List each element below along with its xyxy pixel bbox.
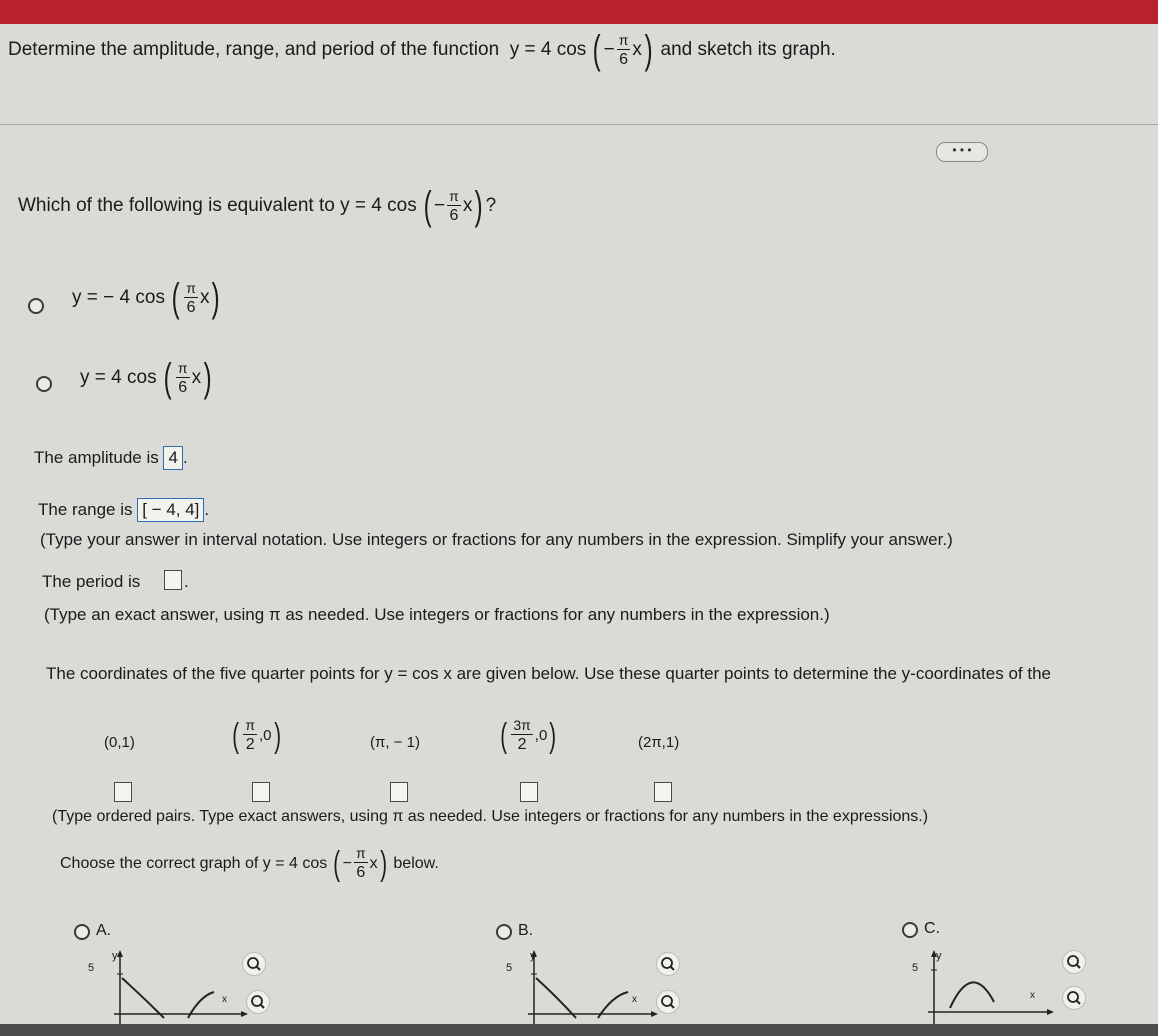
fraction: $\frac{\pi}{6}$ — [618, 31, 629, 68]
graph-c-radio[interactable] — [902, 922, 918, 938]
period-mark: . — [204, 500, 210, 519]
amplitude-label: The amplitude is — [34, 448, 159, 467]
variable: x — [632, 39, 642, 60]
graph-b-x-label: x — [632, 994, 637, 1005]
minus-sign: − — [342, 854, 352, 872]
fraction: $\frac{\pi}{6}$ — [186, 279, 196, 316]
graph-b-radio[interactable] — [496, 924, 512, 940]
divider — [0, 124, 1158, 125]
variable: x — [199, 287, 210, 308]
period-label: The period is — [42, 572, 141, 591]
quarter-points-hint: (Type ordered pairs. Type exact answers, using π as needed. Use integers or fractions for any numbers in the expressions.) — [52, 808, 929, 825]
quarter-point-2: ( $\frac{\pi}{2}$ ,0 ) — [232, 716, 281, 755]
graph-b-y-tick: 5 — [506, 962, 513, 974]
graph-c-thumbnail[interactable] — [910, 948, 1070, 1024]
function-lhs: y = 4 cos — [262, 854, 328, 872]
quarter-points-intro: The coordinates of the five quarter points for y = cos x are given below. Use these quarter points to determine the y-coordinates of the — [46, 664, 1051, 683]
option-1-radio[interactable] — [28, 298, 44, 314]
graph-c-x-label: x — [1030, 990, 1035, 1001]
graph-a-zoom-out-icon[interactable] — [246, 990, 270, 1014]
quarter-point-3-input[interactable] — [390, 782, 408, 802]
fraction: $\frac{3\pi}{2}$ — [513, 717, 531, 753]
fraction: $\frac{\pi}{6}$ — [449, 187, 459, 224]
graph-a-y-label: y — [112, 950, 118, 962]
period-hint: (Type an exact answer, using π as needed. Use integers or fractions for any numbers in the expression.) — [44, 605, 830, 624]
range-line — [38, 498, 209, 522]
range-hint: (Type your answer in interval notation. Use integers or fractions for any numbers in the expression. Simplify your answer.) — [40, 530, 953, 549]
range-label: The range is — [38, 500, 133, 519]
variable: x — [369, 854, 378, 872]
point-rest: ,0 — [259, 727, 272, 744]
graph-b-zoom-out-icon[interactable] — [656, 990, 680, 1014]
option-1[interactable]: y = − 4 cos ( $\frac{\pi}{6}$ x ) — [72, 276, 221, 320]
quarter-point-4: ( $\frac{3\pi}{2}$ ,0 ) — [500, 716, 557, 755]
question-suffix: and sketch its graph. — [660, 39, 836, 60]
prompt-suffix: ? — [485, 195, 497, 216]
fraction: $\frac{\pi}{6}$ — [177, 359, 188, 396]
graph-a-y-tick: 5 — [88, 962, 95, 974]
option-2-radio[interactable] — [36, 376, 52, 392]
option-lhs: y = − 4 cos — [72, 287, 165, 308]
equivalent-prompt: Which of the following is equivalent to y = 4 cos ( − $\frac{\pi}{6}$ x ) ? — [18, 184, 497, 228]
variable: x — [462, 195, 473, 216]
fraction: $\frac{\pi}{6}$ — [355, 845, 366, 881]
quarter-point-5: (2π,1) — [638, 734, 680, 751]
question-prefix: Determine the amplitude, range, and period of the function — [8, 39, 500, 60]
range-answer[interactable]: [ − 4, 4] — [137, 498, 204, 522]
graph-a-zoom-in-icon[interactable] — [242, 952, 266, 976]
quarter-point-3: (π, − 1) — [370, 734, 420, 751]
period-mark: . — [182, 448, 188, 467]
quarter-point-5-input[interactable] — [654, 782, 672, 802]
option-lhs: y = 4 cos — [80, 367, 157, 388]
graph-c-y-label: y — [936, 950, 942, 962]
function-lhs: y = 4 cos — [509, 39, 587, 60]
quarter-point-4-input[interactable] — [520, 782, 538, 802]
graph-c-zoom-out-icon[interactable] — [1062, 986, 1086, 1010]
quarter-point-1: (0,1) — [104, 734, 135, 751]
graph-b-letter: B. — [518, 922, 534, 939]
graph-a-radio[interactable] — [74, 924, 90, 940]
minus-sign: − — [434, 195, 446, 216]
quarter-point-2-input[interactable] — [252, 782, 270, 802]
fraction: $\frac{\pi}{2}$ — [245, 717, 255, 753]
graph-a-x-label: x — [222, 994, 227, 1005]
graph-b-zoom-in-icon[interactable] — [656, 952, 680, 976]
function-lhs: y = 4 cos — [340, 195, 417, 216]
graph-c-zoom-in-icon[interactable] — [1062, 950, 1086, 974]
quarter-point-1-input[interactable] — [114, 782, 132, 802]
point-rest: ,0 — [534, 727, 548, 744]
prompt-prefix: Which of the following is equivalent to — [18, 195, 335, 216]
graph-a-thumbnail[interactable] — [84, 948, 254, 1024]
minus-sign: − — [603, 39, 615, 60]
bottom-strip — [0, 1024, 1158, 1036]
period-input[interactable] — [164, 570, 182, 590]
graph-c-letter: C. — [924, 920, 940, 937]
graph-a-letter: A. — [96, 922, 112, 939]
top-bar — [0, 0, 1158, 24]
question-text: Determine the amplitude, range, and period of the function y = 4 cos ( − $\frac{\pi}{6}$ x ) and sketch its graph. — [8, 28, 836, 72]
choose-graph-prompt: Choose the correct graph of y = 4 cos ( − $\frac{\pi}{6}$ x ) below. — [60, 844, 439, 883]
graph-c-y-tick: 5 — [912, 962, 919, 974]
amplitude-answer[interactable]: 4 — [163, 446, 182, 470]
more-button[interactable]: • • • — [936, 142, 988, 162]
option-2[interactable]: y = 4 cos ( $\frac{\pi}{6}$ x ) — [80, 356, 212, 400]
prompt-prefix: Choose the correct graph of — [60, 854, 259, 872]
period-end: . — [184, 572, 189, 591]
graph-b-y-label: y — [530, 950, 536, 962]
variable: x — [191, 367, 202, 388]
amplitude-line — [34, 446, 188, 470]
prompt-suffix: below. — [393, 854, 439, 872]
